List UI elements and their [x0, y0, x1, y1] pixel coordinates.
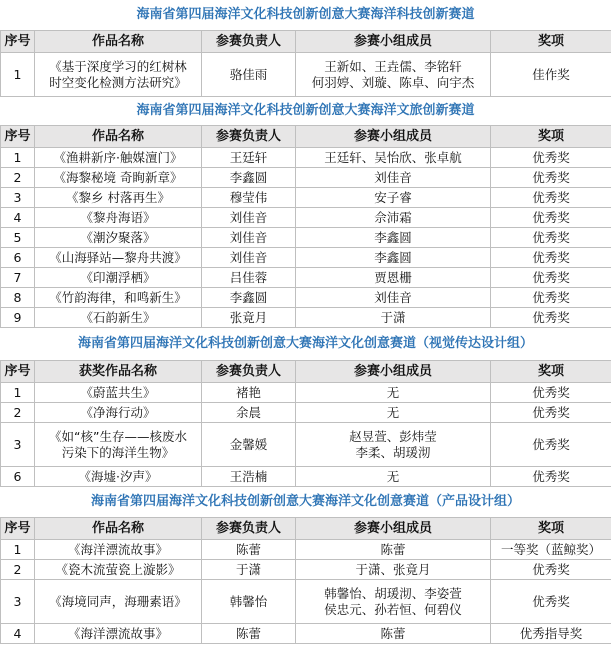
cell-leader: 李鑫圆	[202, 168, 296, 188]
cell-no: 1	[1, 383, 35, 403]
cell-no: 1	[1, 148, 35, 168]
cell-no: 2	[1, 403, 35, 423]
cell-leader: 张竟月	[202, 308, 296, 328]
table-row	[1, 383, 611, 403]
header-no: 序号	[1, 361, 35, 383]
award-table	[0, 30, 611, 97]
cell-no: 4	[1, 208, 35, 228]
header-work: 作品名称	[35, 126, 202, 148]
cell-work: 《净海行动》	[35, 403, 202, 423]
cell-members: 于潇	[296, 308, 491, 328]
cell-no: 7	[1, 268, 35, 288]
cell-leader: 韩馨怡	[202, 580, 296, 624]
header-leader: 参赛负责人	[202, 361, 296, 383]
cell-leader: 于潇	[202, 560, 296, 580]
cell-work: 《山海驿站—黎舟共渡》	[35, 248, 202, 268]
table-row	[1, 188, 611, 208]
section-title: 海南省第四届海洋文化科技创新创意大赛海洋文旅创新赛道	[136, 103, 475, 118]
cell-leader: 褚艳	[202, 383, 296, 403]
cell-work: 《黎舟海语》	[35, 208, 202, 228]
cell-no: 6	[1, 248, 35, 268]
header-work: 作品名称	[35, 31, 202, 53]
cell-leader: 李鑫圆	[202, 288, 296, 308]
cell-no: 6	[1, 467, 35, 487]
cell-leader: 刘佳音	[202, 248, 296, 268]
section-title: 海南省第四届海洋文化科技创新创意大赛海洋文化创意赛道（产品设计组）	[90, 494, 520, 509]
table-row	[1, 624, 611, 644]
cell-members: 无	[296, 383, 491, 403]
cell-work: 《海黎秘境 奇眴新章》	[35, 168, 202, 188]
cell-leader: 王廷轩	[202, 148, 296, 168]
cell-work-line: 污染下的海洋生物》	[61, 444, 175, 460]
header-members: 参赛小组成员	[296, 518, 491, 540]
cell-work: 《石韵新生》	[35, 308, 202, 328]
cell-leader: 金馨媛	[202, 423, 296, 467]
cell-work-line: 《如“核”生存——核废水	[49, 428, 187, 444]
header-award: 奖项	[491, 518, 611, 540]
cell-award: 优秀奖	[491, 268, 611, 288]
cell-award: 优秀奖	[491, 148, 611, 168]
cell-award: 优秀奖	[491, 188, 611, 208]
table-header-row	[1, 361, 611, 383]
cell-members	[296, 423, 491, 467]
cell-members: 无	[296, 403, 491, 423]
header-work: 作品名称	[35, 518, 202, 540]
header-leader: 参赛负责人	[202, 31, 296, 53]
header-members: 参赛小组成员	[296, 126, 491, 148]
cell-award: 优秀奖	[491, 403, 611, 423]
cell-members: 王廷轩、吴怡欣、张卓航	[296, 148, 491, 168]
cell-members: 陈蕾	[296, 540, 491, 560]
table-row	[1, 168, 611, 188]
cell-members	[296, 53, 491, 97]
cell-members: 陈蕾	[296, 624, 491, 644]
cell-members: 无	[296, 467, 491, 487]
table-row	[1, 208, 611, 228]
table-row	[1, 423, 611, 467]
cell-members: 安子睿	[296, 188, 491, 208]
cell-work: 《海境同声，海珊素语》	[35, 580, 202, 624]
cell-members: 刘佳音	[296, 288, 491, 308]
cell-award: 优秀奖	[491, 467, 611, 487]
table-row	[1, 403, 611, 423]
award-table	[0, 360, 611, 487]
cell-no: 9	[1, 308, 35, 328]
cell-work: 《潮汐聚落》	[35, 228, 202, 248]
header-work: 获奖作品名称	[35, 361, 202, 383]
cell-members: 贾恩栅	[296, 268, 491, 288]
cell-work-line: 《基于深度学习的红树林	[49, 58, 187, 74]
table-row	[1, 308, 611, 328]
cell-leader: 陈蕾	[202, 540, 296, 560]
table-header-row	[1, 126, 611, 148]
cell-work: 《蔚蓝共生》	[35, 383, 202, 403]
cell-leader: 穆莹伟	[202, 188, 296, 208]
cell-work: 《印潮浮栖》	[35, 268, 202, 288]
header-leader: 参赛负责人	[202, 518, 296, 540]
cell-members-line: 侯忠元、孙若恒、何碧仪	[324, 601, 462, 617]
cell-leader: 吕佳蓉	[202, 268, 296, 288]
cell-work: 《黎乡 村落再生》	[35, 188, 202, 208]
cell-members: 佘沛霜	[296, 208, 491, 228]
cell-members-line: 李柔、胡瑗沏	[355, 444, 431, 460]
cell-members-line: 王新如、王垚儒、李铭轩	[324, 58, 462, 74]
cell-no: 2	[1, 560, 35, 580]
table-header-row	[1, 518, 611, 540]
table-row	[1, 268, 611, 288]
cell-members: 于潇、张竟月	[296, 560, 491, 580]
table-row	[1, 148, 611, 168]
table-row	[1, 228, 611, 248]
header-leader: 参赛负责人	[202, 126, 296, 148]
cell-work: 《海洋漂流故事》	[35, 540, 202, 560]
cell-no: 3	[1, 580, 35, 624]
table-row	[1, 467, 611, 487]
table-header-row	[1, 31, 611, 53]
cell-members: 李鑫圆	[296, 228, 491, 248]
cell-award: 优秀奖	[491, 228, 611, 248]
cell-no: 5	[1, 228, 35, 248]
cell-award: 优秀指导奖	[491, 624, 611, 644]
table-row	[1, 248, 611, 268]
cell-work: 《海洋漂流故事》	[35, 624, 202, 644]
cell-members: 李鑫圆	[296, 248, 491, 268]
cell-award: 优秀奖	[491, 580, 611, 624]
cell-work: 《竹韵海律，和鸣新生》	[35, 288, 202, 308]
cell-members-line: 赵昱萱、彭炜莹	[349, 428, 437, 444]
cell-no: 3	[1, 423, 35, 467]
cell-no: 1	[1, 53, 35, 97]
cell-work: 《海墟·汐声》	[35, 467, 202, 487]
section-title: 海南省第四届海洋文化科技创新创意大赛海洋科技创新赛道	[136, 7, 475, 22]
cell-leader: 骆佳雨	[202, 53, 296, 97]
table-row	[1, 288, 611, 308]
award-table	[0, 125, 611, 328]
cell-leader: 陈蕾	[202, 624, 296, 644]
section-title: 海南省第四届海洋文化科技创新创意大赛海洋文化创意赛道（视觉传达设计组）	[77, 336, 533, 351]
cell-no: 2	[1, 168, 35, 188]
header-members: 参赛小组成员	[296, 31, 491, 53]
cell-members	[296, 580, 491, 624]
cell-no: 4	[1, 624, 35, 644]
cell-members-line: 韩馨怡、胡瑗沏、李姿萱	[324, 585, 462, 601]
table-row	[1, 560, 611, 580]
cell-leader: 余晨	[202, 403, 296, 423]
cell-members-line: 何羽婷、刘璇、陈卓、向宇杰	[311, 74, 475, 90]
cell-award: 优秀奖	[491, 248, 611, 268]
cell-no: 8	[1, 288, 35, 308]
cell-leader: 刘佳音	[202, 208, 296, 228]
cell-award: 优秀奖	[491, 383, 611, 403]
header-award: 奖项	[491, 31, 611, 53]
header-award: 奖项	[491, 126, 611, 148]
cell-award: 优秀奖	[491, 560, 611, 580]
header-members: 参赛小组成员	[296, 361, 491, 383]
cell-leader: 刘佳音	[202, 228, 296, 248]
cell-work-line: 时空变化检测方法研究》	[49, 74, 187, 90]
cell-award: 佳作奖	[491, 53, 611, 97]
cell-award: 优秀奖	[491, 423, 611, 467]
cell-work: 《渔耕新序·触媒澶门》	[35, 148, 202, 168]
cell-no: 3	[1, 188, 35, 208]
award-table	[0, 517, 611, 644]
cell-work: 《瓷木流萤瓷上漩影》	[35, 560, 202, 580]
table-row	[1, 53, 611, 97]
cell-work	[35, 53, 202, 97]
cell-award: 优秀奖	[491, 208, 611, 228]
cell-work	[35, 423, 202, 467]
header-no: 序号	[1, 31, 35, 53]
cell-leader: 王浩楠	[202, 467, 296, 487]
cell-award: 优秀奖	[491, 168, 611, 188]
header-no: 序号	[1, 518, 35, 540]
header-no: 序号	[1, 126, 35, 148]
cell-award: 优秀奖	[491, 288, 611, 308]
cell-no: 1	[1, 540, 35, 560]
cell-award: 一等奖（蓝鲸奖）	[491, 540, 611, 560]
table-row	[1, 540, 611, 560]
cell-award: 优秀奖	[491, 308, 611, 328]
header-award: 奖项	[491, 361, 611, 383]
cell-members: 刘佳音	[296, 168, 491, 188]
table-row	[1, 580, 611, 624]
